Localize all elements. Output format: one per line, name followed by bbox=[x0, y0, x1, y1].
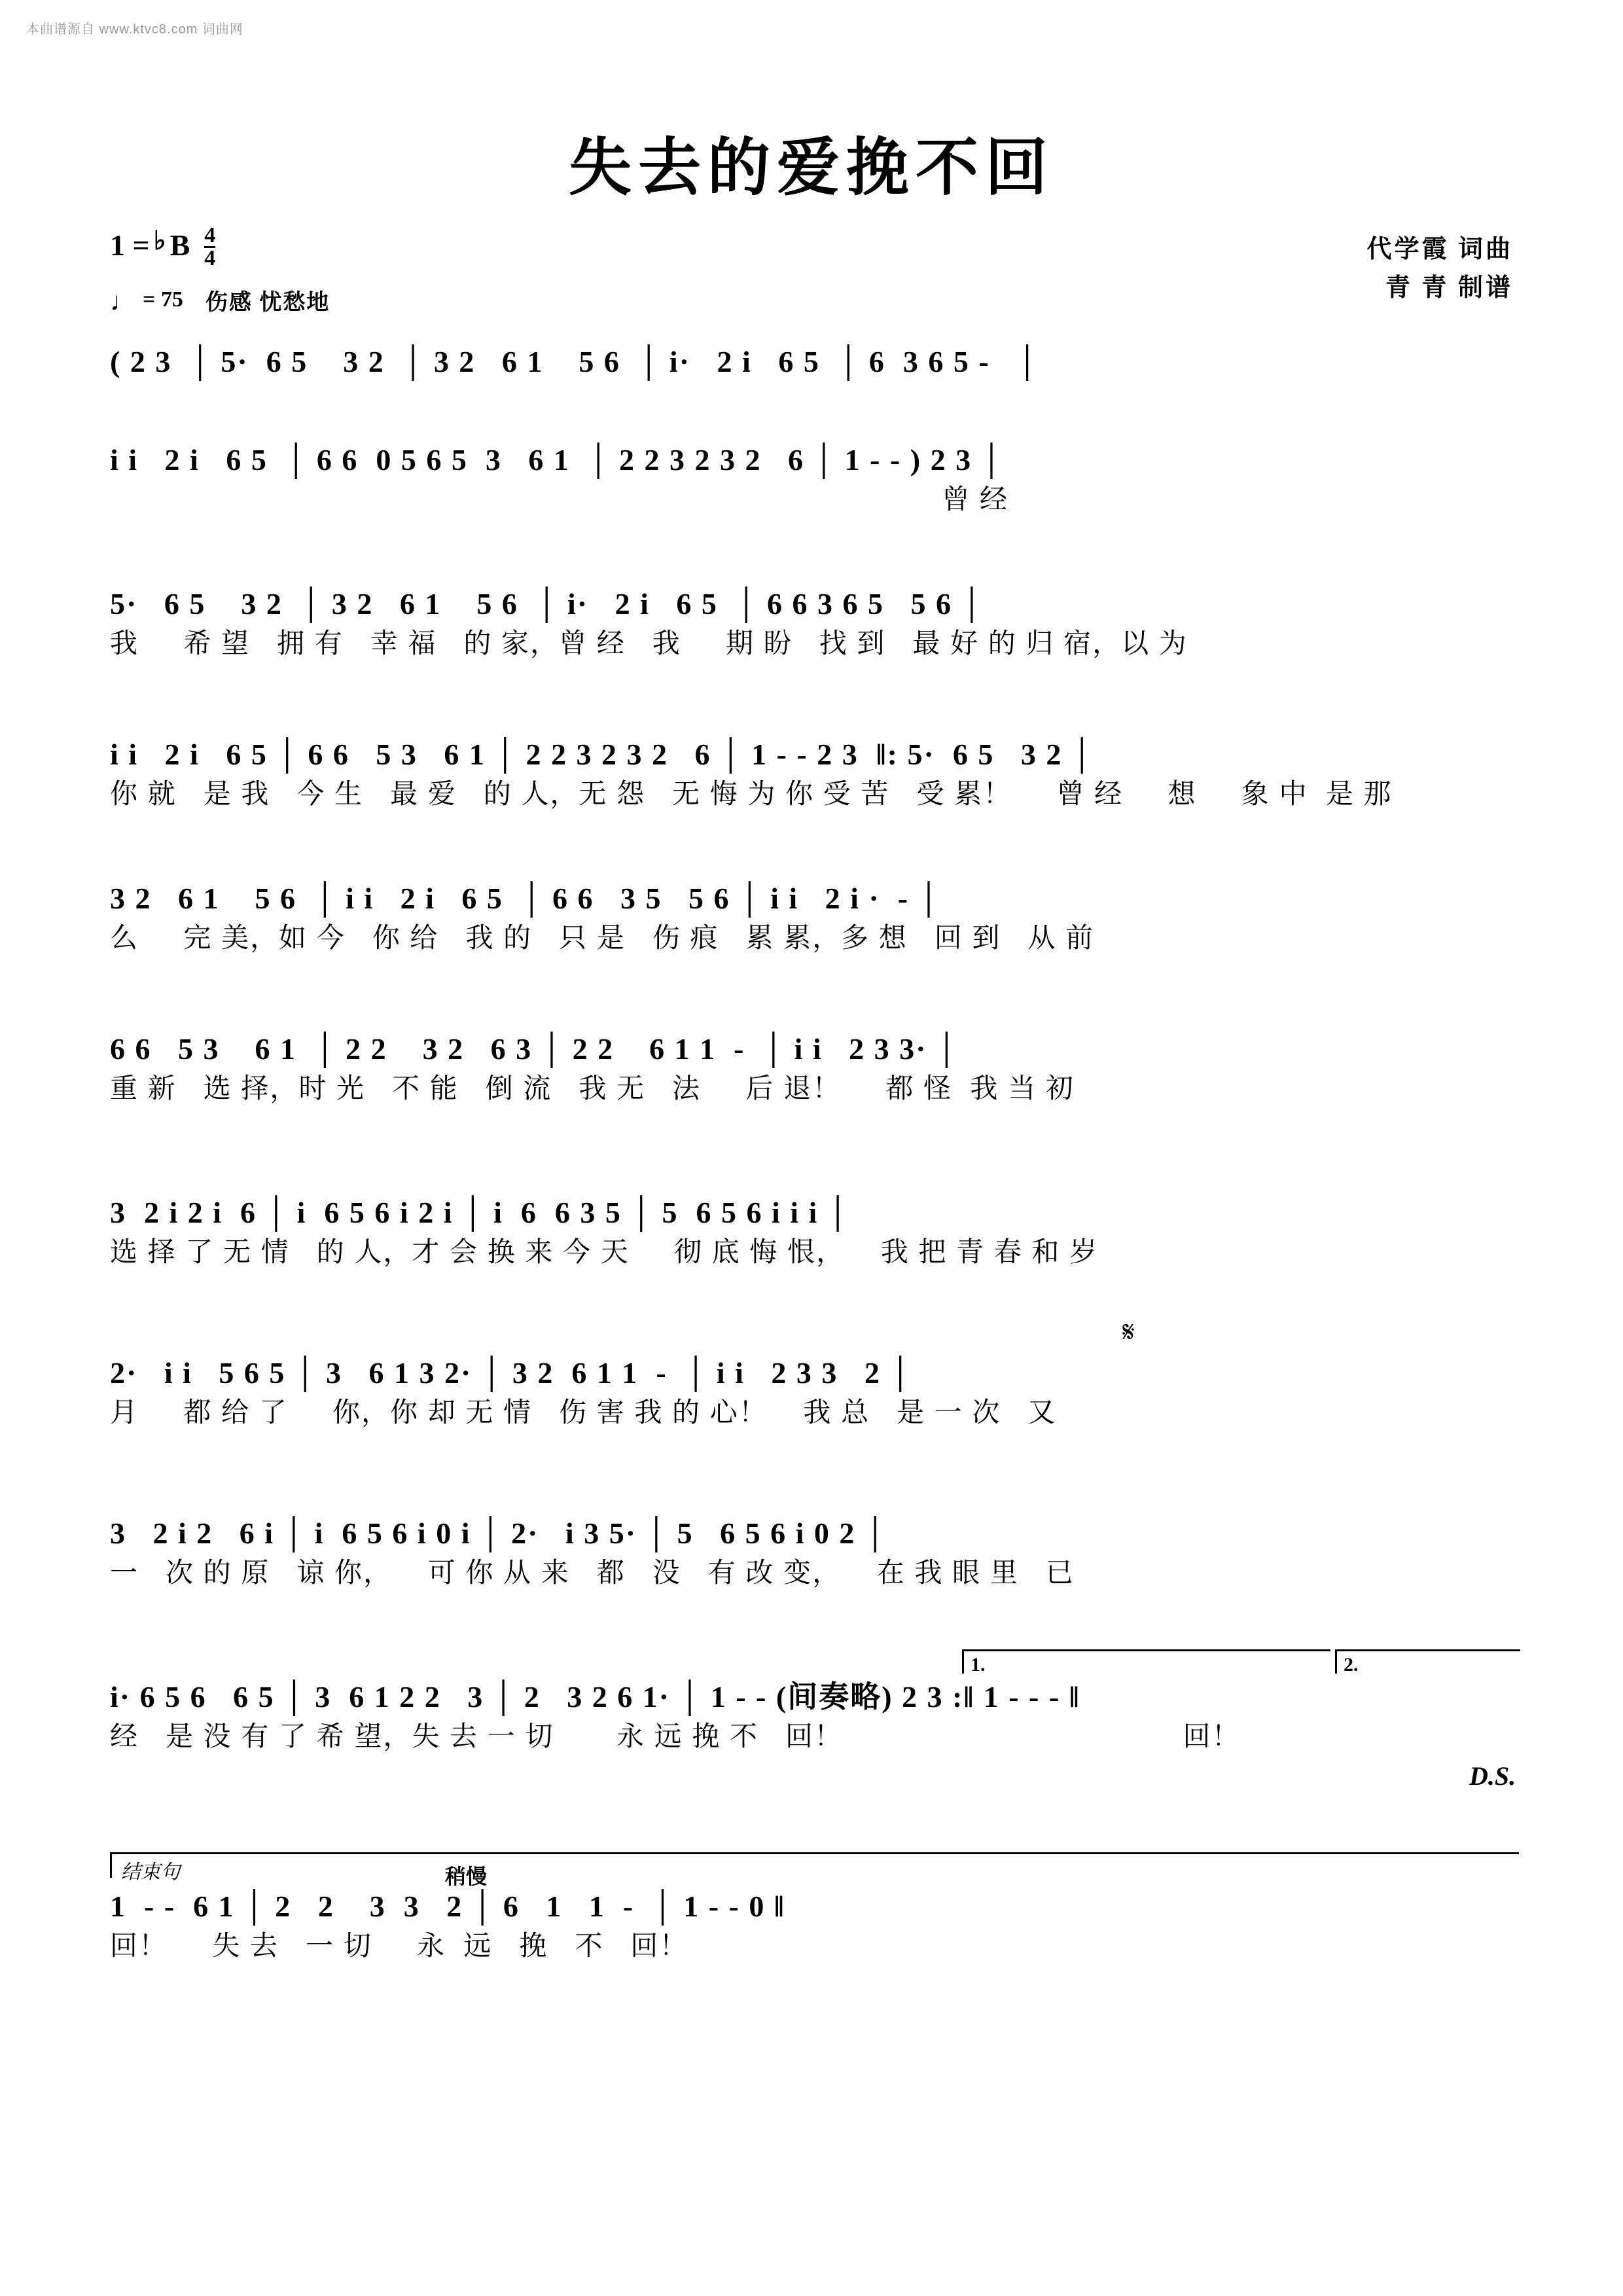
music-system bbox=[110, 347, 1517, 377]
music-system bbox=[110, 589, 1517, 657]
volta-1-label: 1. bbox=[971, 1654, 986, 1676]
time-signature bbox=[204, 225, 215, 270]
lyrics-line: 我 希 望 拥 有 幸 福 的 家，曾 经 我 期 盼 找 到 最 好 的 归 宿，以 为 bbox=[110, 628, 1188, 658]
music-system bbox=[110, 1034, 1517, 1102]
notation-line: 2· i i 5 6 5 │ 3 6 1 3 2· │ 3 2 6 1 1 - │ i i 2 3 3 2 │ bbox=[110, 1356, 912, 1390]
music-system bbox=[110, 1682, 1517, 1750]
volta-2-bracket bbox=[1335, 1649, 1520, 1674]
lyrics-line: 经 是 没 有 了 希 望，失 去 一 切 永 远 挽 不 回！ 回！ bbox=[110, 1721, 1241, 1751]
score-credits bbox=[1366, 230, 1513, 308]
music-system bbox=[110, 1518, 1517, 1587]
segno-icon: 𝄋 bbox=[1122, 1316, 1135, 1348]
coda-label: 结束句 bbox=[121, 1861, 180, 1883]
notation-line: 1 - - 6 1 │ 2 2 3 3 2 │ 6 1 1 - │ 1 - - 0 ‖ bbox=[110, 1890, 785, 1923]
music-system bbox=[110, 1892, 1517, 1960]
tempo-marking bbox=[110, 284, 330, 316]
key-letter: B bbox=[169, 228, 190, 262]
mood-marking: 伤感 忧愁地 bbox=[205, 290, 330, 315]
music-system bbox=[110, 445, 1517, 513]
lyrics-line: 曾 经 bbox=[110, 484, 1008, 514]
notation-line: ( 2 3 │ 5· 6 5 3 2 │ 3 2 6 1 5 6 │ i· 2 i 6 5 │ 6 3 6 5 - │ bbox=[110, 345, 1039, 378]
music-system bbox=[110, 884, 1517, 952]
credit-engraver: 青 青 制谱 bbox=[1385, 274, 1513, 302]
notation-line: i i 2 i 6 5 │ 6 6 5 3 6 1 │ 2 2 3 2 3 2 6 │ 1 - - 2 3 ‖: 5· 6 5 3 2 │ bbox=[110, 738, 1094, 771]
time-denominator: 4 bbox=[204, 246, 216, 271]
coda-bracket bbox=[110, 1852, 1519, 1883]
music-system bbox=[110, 1198, 1517, 1266]
notation-line: i· 6 5 6 6 5 │ 3 6 1 2 2 3 │ 2 3 2 6 1· │ 1 - - (间奏略) 2 3 :‖ 1 - - - ‖ bbox=[110, 1680, 1080, 1713]
key-signature bbox=[110, 223, 330, 272]
music-system bbox=[110, 1358, 1517, 1426]
notation-line: 6 6 5 3 6 1 │ 2 2 3 2 6 3 │ 2 2 6 1 1 - │ i i 2 3 3· │ bbox=[110, 1032, 959, 1066]
notation-line: 3 2 i 2 i 6 │ i 6 5 6 i 2 i │ i 6 6 3 5 │ 5 6 5 6 i i i │ bbox=[110, 1196, 850, 1229]
lyrics-line: 一 次 的 原 谅 你， 可 你 从 来 都 没 有 改 变， 在 我 眼 里 已 bbox=[110, 1557, 1075, 1588]
volta-1-bracket bbox=[962, 1649, 1330, 1674]
time-numerator: 4 bbox=[204, 223, 216, 247]
lyrics-line: 月 都 给 了 你，你 却 无 情 伤 害 我 的 心！ 我 总 是 一 次 又 bbox=[110, 1397, 1057, 1427]
volta-2-label: 2. bbox=[1344, 1654, 1359, 1676]
lyrics-line: 你 就 是 我 今 生 最 爱 的 人，无 怨 无 悔 为 你 受 苦 受 累！ 曾 经 想 象 中 是 那 bbox=[110, 778, 1393, 809]
notation-line: 3 2 i 2 6 i │ i 6 5 6 i 0 i │ 2· i 3 5· │ 5 6 5 6 i 0 2 │ bbox=[110, 1516, 887, 1550]
page-title: 失去的爱挽不回 bbox=[569, 133, 1054, 203]
credit-composer: 代学霞 词曲 bbox=[1366, 236, 1513, 263]
music-system bbox=[110, 740, 1517, 808]
flat-icon: ♭ bbox=[153, 226, 166, 255]
lyrics-line: 回！ 失 去 一 切 永 远 挽 不 回！ bbox=[110, 1930, 688, 1961]
quarter-note-icon: ♩ bbox=[110, 286, 136, 316]
score-header-left bbox=[110, 223, 330, 316]
lyrics-line: 么 完 美，如 今 你 给 我 的 只 是 伤 痕 累 累，多 想 回 到 从 前 bbox=[110, 922, 1095, 953]
lyrics-line: 选 择 了 无 情 的 人，才 会 换 来 今 天 彻 底 悔 恨， 我 把 青 春 和 岁 bbox=[110, 1236, 1099, 1267]
slow-label: 稍慢 bbox=[445, 1865, 488, 1888]
watermark-text: 本曲谱源自 www.ktvc8.com 词曲网 bbox=[26, 22, 243, 37]
lyrics-line: 重 新 选 择，时 光 不 能 倒 流 我 无 法 后 退！ 都 怪 我 当 初 bbox=[110, 1073, 1075, 1103]
tempo-value: = 75 bbox=[143, 287, 183, 312]
key-label: 1 = bbox=[110, 228, 150, 262]
notation-line: 5· 6 5 3 2 │ 3 2 6 1 5 6 │ i· 2 i 6 5 │ 6 6 3 6 5 5 6 │ bbox=[110, 587, 984, 620]
ds-mark: D.S. bbox=[1469, 1761, 1516, 1791]
notation-line: i i 2 i 6 5 │ 6 6 0 5 6 5 3 6 1 │ 2 2 3 2 3 2 6 │ 1 - - ) 2 3 │ bbox=[110, 443, 1004, 476]
notation-line: 3 2 6 1 5 6 │ i i 2 i 6 5 │ 6 6 3 5 5 6 │ i i 2 i · - │ bbox=[110, 882, 941, 915]
